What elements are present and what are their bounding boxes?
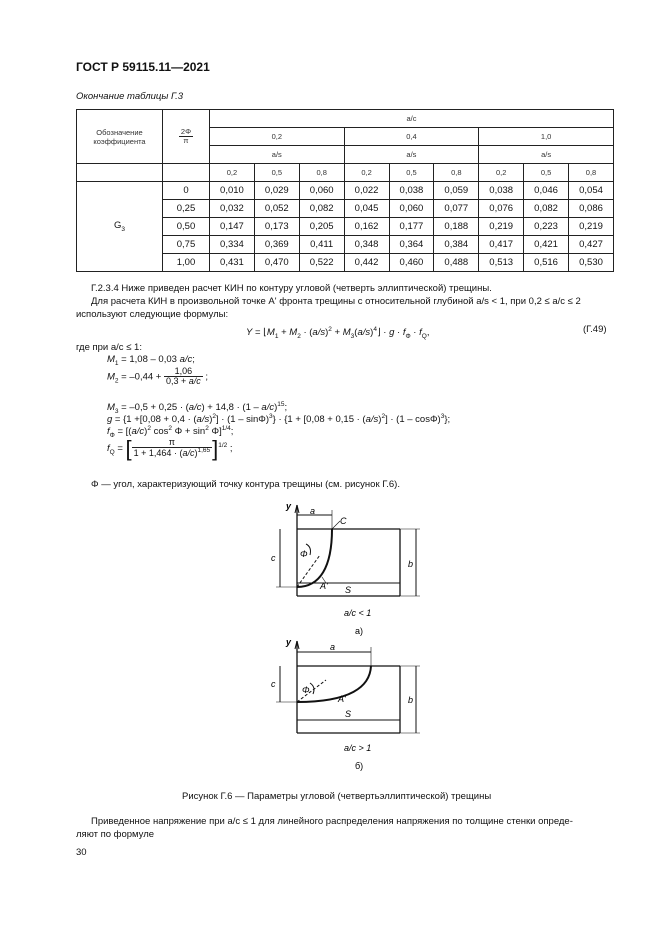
as-value: 0,5 (389, 164, 434, 182)
paragraph-3: Приведенное напряжение при a/c ≤ 1 для линейного распределения напряжения по толщине стенки опреде- (91, 816, 573, 827)
phi-cell: 1,00 (163, 254, 210, 272)
table-cell: 0,029 (254, 182, 299, 200)
paragraph-2: Для расчета КИН в произвольной точке A' фронта трещины с относительной глубиной a/s < 1, при 0,2 ≤ a/c ≤ 2 (91, 296, 581, 307)
as-header: a/s (479, 146, 614, 164)
empty-cell (77, 164, 163, 182)
table-cell: 0,427 (569, 236, 614, 254)
as-value: 0,8 (569, 164, 614, 182)
table-cell: 0,038 (479, 182, 524, 200)
ac-header: a/c (210, 110, 614, 128)
table-cell: 0,038 (389, 182, 434, 200)
fig-b-c-label: c (271, 679, 276, 689)
table-cell: 0,219 (479, 218, 524, 236)
table-cell: 0,530 (569, 254, 614, 272)
figure-b (276, 641, 420, 733)
ac-value: 1,0 (479, 128, 614, 146)
formula-M1: $M_1 = 1,08 - 0,03$ a/c; (107, 354, 195, 367)
ac-value: 0,4 (344, 128, 479, 146)
fig-a-b-label: b (408, 559, 414, 569)
fig-b-label: б) (355, 761, 364, 771)
formula-M3: $M_3 = -0,5 + 0,25 \cdot (a/c) + 14,8 \cdot (1 - a/c)^{15}$; (107, 401, 288, 416)
fig-a-phi-label: Φ (300, 549, 308, 559)
paragraph-2-continued: используют следующие формулы: (76, 309, 229, 320)
table-cell: 0,488 (434, 254, 479, 272)
as-value: 0,2 (479, 164, 524, 182)
table-cell: 0,384 (434, 236, 479, 254)
phi-denominator: π (183, 136, 189, 145)
column-header-coefficient: Обозначение коэффициента (77, 110, 163, 164)
table-cell: 0,032 (210, 200, 255, 218)
fig-b-S-label: S (345, 709, 352, 719)
row-name: G (113, 220, 122, 232)
table-cell: 0,470 (254, 254, 299, 272)
table-cell: 0,223 (524, 218, 569, 236)
as-value: 0,5 (254, 164, 299, 182)
as-value: 0,8 (299, 164, 344, 182)
fig-b-condition: a/c > 1 (344, 743, 372, 753)
table-cell: 0,173 (254, 218, 299, 236)
phi-numerator: 2Φ (180, 127, 192, 137)
figure-caption: Рисунок Г.6 — Параметры угловой (четвертьэллиптической) трещины (182, 791, 492, 802)
table-cell: 0,060 (299, 182, 344, 200)
table-cell: 0,334 (210, 236, 255, 254)
table-cell: 0,162 (344, 218, 389, 236)
page-number: 30 (76, 847, 87, 858)
table-cell: 0,219 (569, 218, 614, 236)
figure-a (276, 505, 420, 596)
where-clause: где при a/c ≤ 1: (76, 342, 142, 353)
phi-cell: 0,25 (163, 200, 210, 218)
table-cell: 0,059 (434, 182, 479, 200)
formula-fQ: $f_Q$ = [ $\frac{\pi}{1 + 1,464 \cdot (a/c)^{1,65}}$ ]$^{1/2}$ ; (107, 435, 233, 461)
table-cell: 0,516 (524, 254, 569, 272)
fig-b-b-label: b (408, 695, 414, 705)
table-cell: 0,054 (569, 182, 614, 200)
table-cell: 0,188 (434, 218, 479, 236)
row-name-cell (77, 182, 163, 272)
fig-a-y-label: y (286, 501, 292, 511)
table-caption: Окончание таблицы Г.3 (76, 91, 184, 102)
phi-definition: Φ — угол, характеризующий точку контура трещины (см. рисунок Г.6). (91, 479, 400, 490)
table-cell: 0,147 (210, 218, 255, 236)
table-cell: 0,076 (479, 200, 524, 218)
table-cell: 0,177 (389, 218, 434, 236)
fig-b-A-label: A' (338, 694, 346, 704)
table-cell: 0,077 (434, 200, 479, 218)
as-value: 0,5 (524, 164, 569, 182)
table-cell: 0,364 (389, 236, 434, 254)
table-body (77, 182, 614, 272)
fig-a-c-label: c (271, 553, 276, 563)
table-cell: 0,010 (210, 182, 255, 200)
table-cell: 0,205 (299, 218, 344, 236)
ac-value: 0,2 (210, 128, 345, 146)
fig-a-A-label: A' (320, 581, 328, 591)
row-name-subscript: 3 (121, 225, 125, 233)
fig-b-a-label: a (330, 642, 336, 652)
table-cell: 0,460 (389, 254, 434, 272)
fig-a-condition: a/c < 1 (344, 608, 372, 618)
table-cell: 0,411 (299, 236, 344, 254)
table-cell: 0,522 (299, 254, 344, 272)
equation-Y: $Y = ⌊M_1 + M_2 \cdot (a/s)^2$ + $M_3(a/s)^4⌋ \cdot g \cdot f_\Phi \cdot f_Q$, (246, 326, 430, 341)
paragraph-3-continued: ляют по формуле (76, 829, 155, 840)
table-cell: 0,022 (344, 182, 389, 200)
phi-cell: 0,50 (163, 218, 210, 236)
table-cell: 0,421 (524, 236, 569, 254)
fig-b-phi-label: Φ (302, 685, 310, 695)
formula-g: $g = \{1 +[0,08 + 0,4 \cdot (a/s)^2] \cdot (1 - \sin\Phi)^3\} \cdot \{1 + [0,08 + 0,15 \cdot (a/s)^2] \cdot (1 - \cos\Phi)^3\}$; (107, 413, 451, 426)
crack-figure (250, 497, 440, 772)
phi-cell: 0 (163, 182, 210, 200)
as-header: a/s (344, 146, 479, 164)
fig-b-y-label: y (286, 637, 292, 647)
table-cell: 0,045 (344, 200, 389, 218)
as-value: 0,2 (210, 164, 255, 182)
table-cell: 0,348 (344, 236, 389, 254)
table-cell: 0,431 (210, 254, 255, 272)
fig-a-a-label: a (310, 506, 316, 516)
column-header-phi (163, 110, 210, 164)
formula-fphi: $f_\Phi = [(a/c)^2$ $\cos^2 \Phi + \sin^2 \Phi]^{1/4}$; (107, 425, 234, 440)
fig-a-C-label: C (340, 516, 347, 526)
table-cell: 0,369 (254, 236, 299, 254)
as-value: 0,2 (344, 164, 389, 182)
table-cell: 0,086 (569, 200, 614, 218)
fig-a-label: а) (355, 626, 364, 636)
formula-M2: $M_2 = -0,44$ + $\frac{1,06}{0,3 + a/c}$ ; (107, 366, 209, 387)
empty-cell (163, 164, 210, 182)
table-cell: 0,442 (344, 254, 389, 272)
table-row (77, 182, 614, 200)
table-cell: 0,052 (254, 200, 299, 218)
equation-number: (Г.49) (583, 324, 607, 335)
paragraph-1: Г.2.3.4 Ниже приведен расчет КИН по контуру угловой (четверть эллиптической) трещины. (91, 283, 492, 294)
table-cell: 0,046 (524, 182, 569, 200)
table-cell: 0,417 (479, 236, 524, 254)
table-cell: 0,513 (479, 254, 524, 272)
fig-a-S-label: S (345, 585, 352, 595)
coefficient-table (76, 109, 614, 272)
as-values-row (77, 164, 614, 182)
table-cell: 0,082 (524, 200, 569, 218)
table-cell: 0,082 (299, 200, 344, 218)
table-cell: 0,060 (389, 200, 434, 218)
as-value: 0,8 (434, 164, 479, 182)
as-header: a/s (210, 146, 345, 164)
phi-cell: 0,75 (163, 236, 210, 254)
document-title: ГОСТ Р 59115.11—2021 (76, 60, 210, 74)
